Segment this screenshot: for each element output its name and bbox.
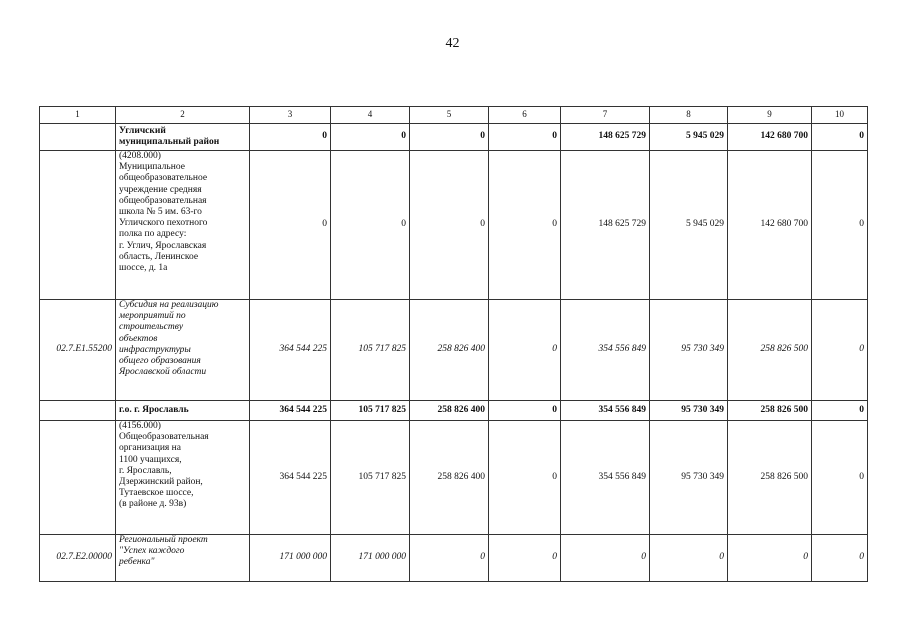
column-number: 3	[250, 107, 331, 124]
value-cell-col-8: 95 730 349	[650, 401, 728, 421]
value-cell-col-10: 0	[812, 535, 868, 582]
row-name-cell	[116, 151, 250, 300]
row-name-cell	[116, 535, 250, 582]
row-name-line: Угличского пехотного	[119, 218, 208, 229]
table-row	[40, 151, 868, 300]
row-code-cell	[40, 124, 116, 151]
row-name-line: г. Ярославль,	[119, 465, 172, 476]
row-name-line: общеобразовательное	[119, 173, 208, 184]
value-cell-col-4: 105 717 825	[331, 401, 410, 421]
table-body	[40, 107, 868, 582]
value-cell-col-6: 0	[489, 535, 561, 582]
value-cell-col-4: 105 717 825	[331, 421, 410, 535]
row-name-line: Ярославской области	[119, 367, 207, 378]
value-cell-col-5: 0	[410, 124, 489, 151]
table-row	[40, 401, 868, 421]
value-cell-col-4: 105 717 825	[331, 300, 410, 401]
row-name-line: ребенка"	[119, 557, 155, 568]
value-cell-col-7: 354 556 849	[561, 401, 650, 421]
value-cell-col-6: 0	[489, 124, 561, 151]
value-cell-col-9: 258 826 500	[728, 421, 812, 535]
table-row	[40, 124, 868, 151]
value-cell-col-4: 0	[331, 151, 410, 300]
row-name-cell	[116, 421, 250, 535]
row-name-line: г.о. г. Ярославль	[119, 404, 189, 415]
row-name-line: 1100 учащихся,	[119, 454, 182, 465]
value-cell-col-10: 0	[812, 151, 868, 300]
column-number: 9	[728, 107, 812, 124]
row-name-line: Общеобразовательная	[119, 432, 209, 443]
value-cell-col-8: 5 945 029	[650, 124, 728, 151]
column-number: 4	[331, 107, 410, 124]
row-name-line: муниципальный район	[119, 137, 220, 147]
column-number: 8	[650, 107, 728, 124]
row-name-cell	[116, 124, 250, 151]
row-name-line: Региональный проект	[119, 535, 208, 545]
value-cell-col-3: 364 544 225	[250, 401, 331, 421]
row-name-line: (4208.000)	[119, 151, 161, 161]
row-name-cell	[116, 300, 250, 401]
budget-table	[39, 106, 868, 582]
value-cell-col-5: 0	[410, 535, 489, 582]
column-number: 1	[40, 107, 116, 124]
column-number: 2	[116, 107, 250, 124]
row-name-line: учреждение средняя	[119, 184, 202, 195]
row-name-line: Угличский	[119, 125, 166, 136]
column-number: 6	[489, 107, 561, 124]
row-code-cell: 02.7.E1.55200	[40, 300, 116, 401]
row-name-line: общего образования	[119, 356, 201, 367]
value-cell-col-8: 95 730 349	[650, 300, 728, 401]
column-number: 5	[410, 107, 489, 124]
table-row	[40, 421, 868, 535]
value-cell-col-5: 0	[410, 151, 489, 300]
value-cell-col-7: 148 625 729	[561, 151, 650, 300]
column-number: 10	[812, 107, 868, 124]
row-name-line: Тутаевское шоссе,	[119, 488, 194, 499]
value-cell-col-9: 258 826 500	[728, 401, 812, 421]
value-cell-col-10: 0	[812, 421, 868, 535]
value-cell-col-3: 364 544 225	[250, 421, 331, 535]
row-code-cell	[40, 421, 116, 535]
row-name-line: полка по адресу:	[119, 229, 187, 240]
row-code-cell	[40, 401, 116, 421]
value-cell-col-3: 0	[250, 124, 331, 151]
value-cell-col-7: 354 556 849	[561, 421, 650, 535]
value-cell-col-8: 5 945 029	[650, 151, 728, 300]
row-code-cell: 02.7.E2.00000	[40, 535, 116, 582]
value-cell-col-3: 171 000 000	[250, 535, 331, 582]
value-cell-col-7: 148 625 729	[561, 124, 650, 151]
row-name-line: строительству	[119, 322, 184, 333]
row-name-line: инфраструктуры	[119, 344, 191, 355]
value-cell-col-5: 258 826 400	[410, 300, 489, 401]
value-cell-col-9: 258 826 500	[728, 300, 812, 401]
value-cell-col-7: 0	[561, 535, 650, 582]
row-name-line: организация на	[119, 443, 181, 454]
table-row	[40, 535, 868, 582]
value-cell-col-6: 0	[489, 401, 561, 421]
row-name-line: объектов	[119, 333, 158, 344]
value-cell-col-9: 0	[728, 535, 812, 582]
value-cell-col-9: 142 680 700	[728, 151, 812, 300]
value-cell-col-6: 0	[489, 300, 561, 401]
page-number: 42	[445, 36, 460, 51]
column-number-row	[40, 107, 868, 124]
row-name-line: шоссе, д. 1а	[119, 263, 168, 274]
row-code-cell	[40, 151, 116, 300]
row-name-line: общеобразовательная	[119, 195, 207, 206]
value-cell-col-3: 364 544 225	[250, 300, 331, 401]
value-cell-col-4: 0	[331, 124, 410, 151]
value-cell-col-6: 0	[489, 421, 561, 535]
row-name-line: область, Ленинское	[119, 251, 199, 262]
value-cell-col-10: 0	[812, 124, 868, 151]
row-name-line: (в районе д. 93в)	[119, 499, 187, 510]
row-name-line: мероприятий по	[119, 311, 186, 322]
row-name-line: "Успех каждого	[119, 546, 185, 557]
value-cell-col-10: 0	[812, 401, 868, 421]
value-cell-col-7: 354 556 849	[561, 300, 650, 401]
value-cell-col-9: 142 680 700	[728, 124, 812, 151]
value-cell-col-8: 95 730 349	[650, 421, 728, 535]
value-cell-col-3: 0	[250, 151, 331, 300]
row-name-line: Субсидия на реализацию	[119, 300, 219, 310]
value-cell-col-5: 258 826 400	[410, 401, 489, 421]
row-name-line: школа № 5 им. 63-го	[119, 207, 202, 218]
row-name-line: (4156.000)	[119, 421, 161, 431]
row-name-line: г. Углич, Ярославская	[119, 240, 207, 251]
row-name-line: Дзержинский район,	[119, 477, 203, 488]
value-cell-col-8: 0	[650, 535, 728, 582]
row-name-line: Муниципальное	[119, 162, 185, 173]
value-cell-col-4: 171 000 000	[331, 535, 410, 582]
table-row	[40, 300, 868, 401]
value-cell-col-5: 258 826 400	[410, 421, 489, 535]
value-cell-col-10: 0	[812, 300, 868, 401]
value-cell-col-6: 0	[489, 151, 561, 300]
column-number: 7	[561, 107, 650, 124]
row-name-cell	[116, 401, 250, 421]
